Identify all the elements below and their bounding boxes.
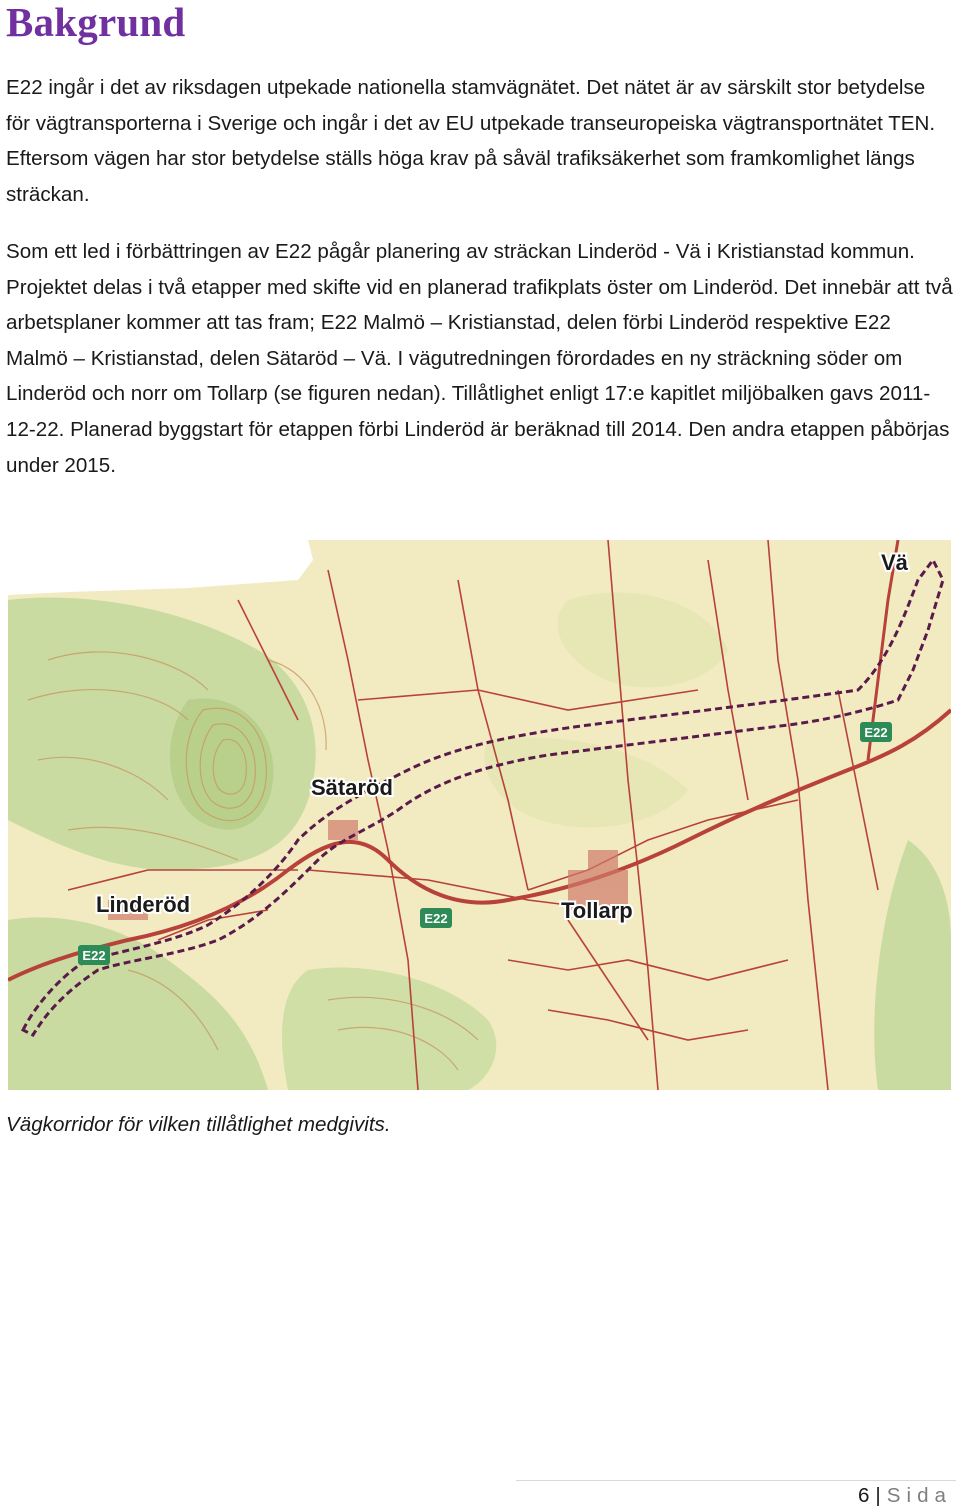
place-label-linderoed: Linderöd [96,892,191,917]
corridor-map [8,540,951,1090]
place-label-va: Vä [881,550,908,575]
paragraph-planning: Som ett led i förbättringen av E22 pågår planering av sträckan Linderöd - Vä i Kristianstad kommun. Projektet delas i två etapper med skifte vid en planerad trafikplats öster om Linderöd. Det innebär att två arbetsplaner kommer att tas fram; E22 Malmö – Kristianstad, delen förbi Linderöd respektive E22 Malmö – Kristianstad, delen Sätaröd – Vä. I vägutredningen förordades en ny sträckning söder om Linderöd och norr om Tollarp (se figuren nedan). Tillåtlighet enligt 17:e kapitlet miljöbalken gavs 2011-12-22. Planerad byggstart för etappen förbi Linderöd är beräknad till 2014. Den andra etappen påbörjas under 2015. [6,240,953,477]
place-label-sataroed: Sätaröd [311,775,393,800]
page-label: Sida [886,1484,952,1507]
page-number: 6 [857,1484,870,1507]
road-shield-e22-east [860,722,892,742]
page-footer [858,1484,952,1508]
place-label-tollarp: Tollarp [561,898,633,923]
page-heading: Bakgrund [6,0,186,45]
map-svg [8,540,951,1090]
paragraph-background: E22 ingår i det av riksdagen utpekade nationella stamvägnätet. Det nätet är av särskilt stor betydelse för vägtransporterna i Sverige och ingår i det av EU utpekade transeuropeiska vägtransportnätet TEN. Eftersom vägen har stor betydelse ställs höga krav på såväl trafiksäkerhet som framkomlighet längs sträckan. [6,76,936,206]
svg-text:E22: E22 [424,911,448,926]
road-shield-e22-west [78,945,110,965]
road-shield-e22-central [420,908,452,928]
footer-rule [516,1480,956,1481]
footer-separator: | [875,1484,881,1507]
svg-text:E22: E22 [864,725,888,740]
map-caption: Vägkorridor för vilken tillåtlighet medgivits. [6,1113,391,1136]
svg-text:E22: E22 [82,948,106,963]
